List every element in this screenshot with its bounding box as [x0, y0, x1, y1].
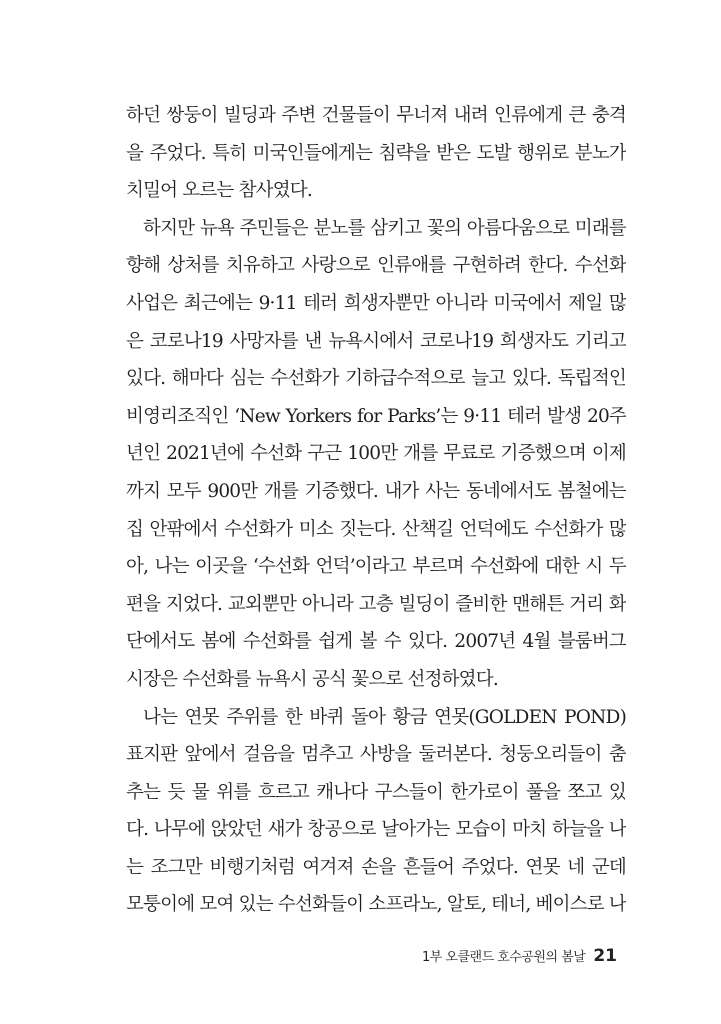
- running-head: 1부 오클랜드 호수공원의 봄날: [421, 950, 586, 965]
- text-line: 시장은 수선화를 뉴욕시 공식 꽃으로 선정하였다.: [126, 668, 498, 690]
- text-line: 다. 나무에 앉았던 새가 창공으로 날아가는 모습이 마치 하늘을 나: [126, 819, 626, 841]
- text-line: 추는 듯 물 위를 흐르고 캐나다 구스들이 한가로이 풀을 쪼고 있: [126, 781, 626, 803]
- text-line: 사업은 최근에는 9·11 테러 희생자뿐만 아니라 미국에서 제일 많: [126, 292, 626, 314]
- text-line: 하던 쌍둥이 빌딩과 주변 건물들이 무너져 내려 인류에게 큰 충격: [126, 105, 626, 126]
- page-number: 21: [593, 946, 617, 966]
- text-line: 집 안팎에서 수선화가 미소 짓는다. 산책길 언덕에도 수선화가 많: [126, 518, 626, 540]
- text-line: 아, 나는 이곳을 ‘수선화 언덕’이라고 부르며 수선화에 대한 시 두: [126, 556, 626, 578]
- text-line: 을 주었다. 특히 미국인들에게는 침략을 받은 도발 행위로 분노가: [126, 142, 626, 164]
- text-line: 나는 연못 주위를 한 바퀴 돌아 황금 연못(GOLDEN POND): [143, 706, 626, 728]
- text-line: 표지판 앞에서 걸음을 멈추고 사방을 둘러본다. 청둥오리들이 춤: [126, 744, 626, 766]
- text-line: 편을 지었다. 교외뿐만 아니라 고층 빌딩이 즐비한 맨해튼 거리 화: [126, 593, 626, 615]
- text-line: 은 코로나19 사망자를 낸 뉴욕시에서 코로나19 희생자도 기리고: [126, 330, 626, 352]
- text-line: 치밀어 오르는 참사였다.: [126, 180, 312, 202]
- text-line: 모퉁이에 모여 있는 수선화들이 소프라노, 알토, 테너, 베이스로 나: [126, 894, 626, 916]
- text-line: 까지 모두 900만 개를 기증했다. 내가 사는 동네에서도 봄철에는: [126, 480, 626, 502]
- text-line: 있다. 해마다 심는 수선화가 기하급수적으로 늘고 있다. 독립적인: [126, 368, 626, 390]
- text-line: 는 조그만 비행기처럼 여겨져 손을 흔들어 주었다. 연못 네 군데: [126, 856, 626, 878]
- page-footer: [422, 946, 617, 970]
- text-line: 향해 상처를 치유하고 사랑으로 인류애를 구현하려 한다. 수선화: [126, 255, 626, 277]
- text-line: 년인 2021년에 수선화 구근 100만 개를 무료로 기증했으며 이제: [126, 443, 626, 465]
- body-text: [126, 97, 626, 924]
- text-line: 단에서도 봄에 수선화를 쉽게 볼 수 있다. 2007년 4월 블룸버그: [126, 631, 626, 653]
- text-line: 하지만 뉴욕 주민들은 분노를 삼키고 꽃의 아름다움으로 미래를: [143, 217, 626, 239]
- text-line: 비영리조직인 ‘New Yorkers for Parks’는 9·11 테러 발생 20주: [126, 405, 626, 427]
